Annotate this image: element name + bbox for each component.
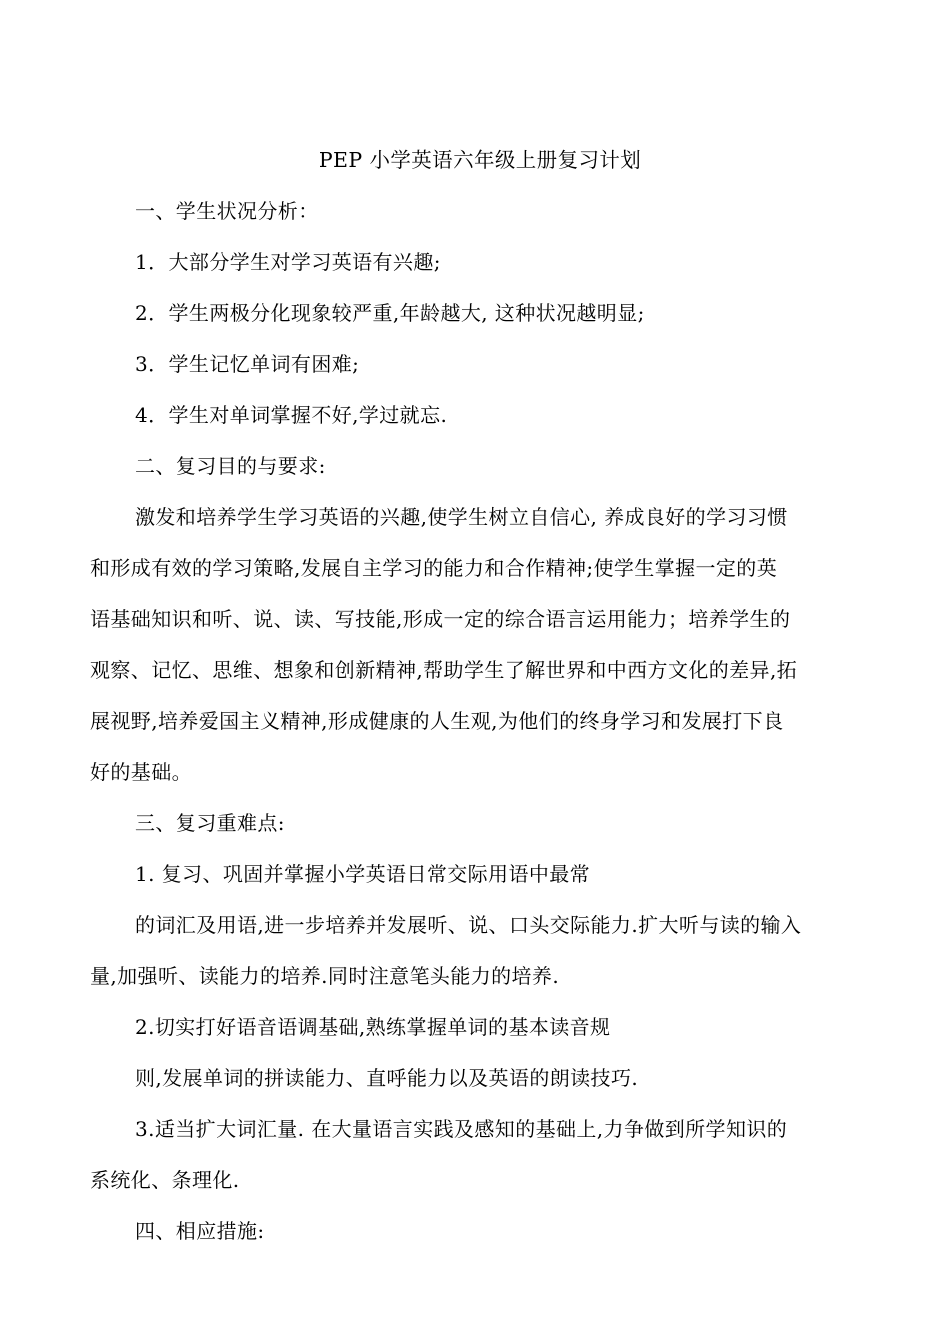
section-heading-key-points: 三、复习重难点: (135, 811, 285, 835)
key-point-2-line-1: 2.切实打好语音语调基础,熟练掌握单词的基本读音规 (135, 1015, 611, 1039)
key-point-2-line-2: 则,发展单词的拼读能力、直呼能力以及英语的朗读技巧. (135, 1066, 639, 1090)
section-heading-review-goals: 二、复习目的与要求: (135, 454, 326, 478)
key-point-1-line-3: 量,加强听、读能力的培养.同时注意笔头能力的培养. (90, 964, 560, 988)
goals-paragraph-line-5: 展视野,培养爱国主义精神,形成健康的人生观,为他们的终身学习和发展打下良 (90, 709, 784, 733)
analysis-item-3: 3．学生记忆单词有困难; (135, 352, 360, 376)
key-point-3-line-1: 3.适当扩大词汇量. 在大量语言实践及感知的基础上,力争做到所学知识的 (135, 1117, 788, 1141)
goals-paragraph-line-1: 激发和培养学生学习英语的兴趣,使学生树立自信心, 养成良好的学习习惯 (135, 505, 788, 529)
goals-paragraph-line-6: 好的基础。 (90, 760, 192, 784)
goals-paragraph-line-3: 语基础知识和听、说、读、写技能,形成一定的综合语言运用能力；培养学生的 (90, 607, 791, 631)
analysis-item-4: 4．学生对单词掌握不好,学过就忘. (135, 403, 448, 427)
analysis-item-1: 1．大部分学生对学习英语有兴趣; (135, 250, 441, 274)
key-point-1-line-2: 的词汇及用语,进一步培养并发展听、说、口头交际能力.扩大听与读的输入 (135, 913, 802, 937)
key-point-1-line-1: 1. 复习、巩固并掌握小学英语日常交际用语中最常 (135, 862, 591, 886)
document-title: PEP 小学英语六年级上册复习计划 (318, 148, 642, 172)
document-page (90, 135, 860, 1257)
section-heading-student-analysis: 一、学生状况分析： (135, 199, 319, 223)
key-point-3-line-2: 系统化、条理化. (90, 1168, 240, 1192)
analysis-item-2: 2．学生两极分化现象较严重,年龄越大, 这种状况越明显; (135, 301, 645, 325)
goals-paragraph-line-2: 和形成有效的学习策略,发展自主学习的能力和合作精神;使学生掌握一定的英 (90, 556, 778, 580)
goals-paragraph-line-4: 观察、记忆、思维、想象和创新精神,帮助学生了解世界和中西方文化的差异,拓 (90, 658, 798, 682)
section-heading-measures: 四、相应措施: (135, 1219, 265, 1243)
